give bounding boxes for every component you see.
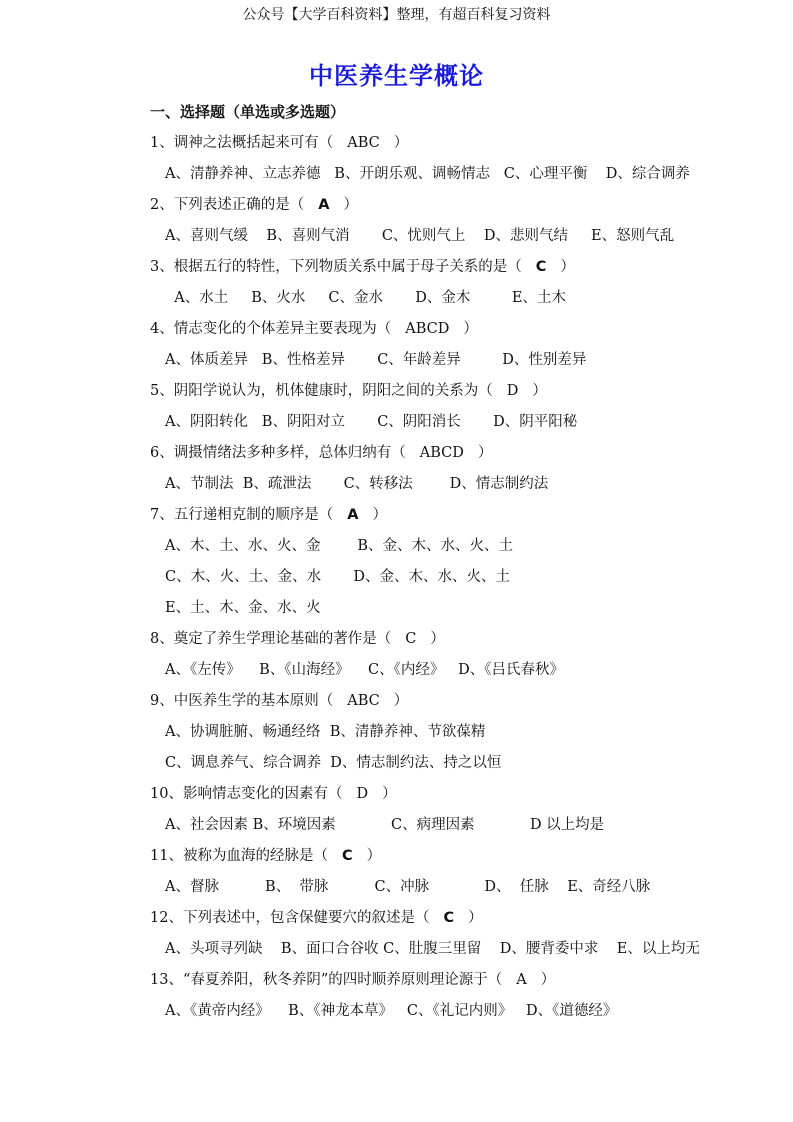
question-text: 9、中医养生学的基本原则（ <box>150 693 334 709</box>
options-row: E、土、木、金、水、火 <box>165 600 321 616</box>
question-stem <box>0 969 793 1000</box>
options-row: C、木、火、土、金、水 D、金、木、水、火、土 <box>165 569 510 585</box>
answer: C <box>535 259 547 275</box>
question-stem <box>0 628 793 659</box>
question-stem <box>0 845 793 876</box>
question-stem <box>0 442 793 473</box>
options-row: A、协调脏腑、畅通经络 B、清静养神、节欲葆精 <box>165 724 486 740</box>
question-stem <box>0 504 793 535</box>
answer: D <box>356 786 369 802</box>
question-stem <box>0 380 793 411</box>
question-list <box>0 132 793 1031</box>
question-text: 5、阴阳学说认为，机体健康时，阴阳之间的关系为（ <box>150 383 493 399</box>
options-row: A、督脉 B、 带脉 C、冲脉 D、 任脉 E、奇经八脉 <box>165 879 651 895</box>
question-text: 1、调神之法概括起来可有（ <box>150 135 334 151</box>
question-text: 13、“春夏养阳，秋冬养阴”的四时顺养原则理论源于（ <box>150 972 503 988</box>
question-text: 10、影响情志变化的因素有（ <box>150 786 343 802</box>
options-row: A、《左传》 B、《山海经》 C、《内经》 D、《吕氏春秋》 <box>165 662 565 678</box>
close-paren: ） <box>468 910 483 926</box>
question-text: 4、情志变化的个体差异主要表现为（ <box>150 321 392 337</box>
question-text: 6、调摄情绪法多种多样，总体归纳有（ <box>150 445 406 461</box>
question-text: 12、下列表述中，包含保健要穴的叙述是（ <box>150 910 430 926</box>
close-paren: ） <box>382 786 397 802</box>
answer: A <box>318 197 330 213</box>
close-paren: ） <box>372 507 387 523</box>
question-text: 8、奠定了养生学理论基础的著作是（ <box>150 631 392 647</box>
options-row: A、节制法 B、疏泄法 C、转移法 D、情志制约法 <box>165 476 549 492</box>
options-row: A、阴阳转化 B、阴阳对立 C、阴阳消长 D、阴平阳秘 <box>165 414 578 430</box>
options-row: A、喜则气缓 B、喜则气消 C、忧则气上 D、悲则气结 E、怒则气乱 <box>165 228 675 244</box>
answer: ABC <box>347 693 380 709</box>
options-row: A、社会因素 B、环境因素 C、病理因素 D 以上均是 <box>165 817 605 833</box>
page-header: 公众号【大学百科资料】整理，有超百科复习资料 <box>242 7 551 23</box>
answer: ABCD <box>419 445 464 461</box>
answer: ABC <box>347 135 380 151</box>
answer: A <box>516 972 527 988</box>
question-text: 2、下列表述正确的是（ <box>150 197 305 213</box>
options-row: A、头项寻列缺 B、面口合谷收 C、肚腹三里留 D、腰背委中求 E、以上均无 <box>165 941 700 957</box>
question-stem <box>0 690 793 721</box>
section-heading: 一、选择题（单选或多选题） <box>150 103 346 121</box>
options-row: C、调息养气、综合调养 D、情志制约法、持之以恒 <box>165 755 502 771</box>
close-paren: ） <box>343 197 358 213</box>
close-paren: ） <box>477 445 493 461</box>
document-title: 中医养生学概论 <box>309 62 484 90</box>
answer: C <box>443 910 455 926</box>
close-paren: ） <box>540 972 556 988</box>
options-row: A、体质差异 B、性格差异 C、年龄差异 D、性别差异 <box>165 352 587 368</box>
question-stem <box>0 907 793 938</box>
question-text: 7、五行递相克制的顺序是（ <box>150 507 334 523</box>
answer: ABCD <box>405 321 450 337</box>
close-paren: ） <box>560 259 575 275</box>
question-stem <box>0 132 793 163</box>
close-paren: ） <box>430 631 445 647</box>
options-row: A、清静养神、立志养德 B、开朗乐观、调畅情志 C、心理平衡 D、综合调养 <box>165 166 690 182</box>
question-stem <box>0 783 793 814</box>
answer: C <box>405 631 417 647</box>
options-row: A、水土 B、火水 C、金水 D、金木 E、土木 <box>165 290 566 306</box>
close-paren: ） <box>532 383 547 399</box>
answer: D <box>506 383 519 399</box>
question-stem <box>0 256 793 287</box>
close-paren: ） <box>463 321 478 337</box>
answer: C <box>341 848 353 864</box>
close-paren: ） <box>366 848 382 864</box>
question-text: 3、根据五行的特性，下列物质关系中属于母子关系的是（ <box>150 259 522 275</box>
answer: A <box>347 507 359 523</box>
options-row: A、木、土、水、火、金 B、金、木、水、火、土 <box>165 538 513 554</box>
question-stem <box>0 194 793 225</box>
question-text: 11、被称为血海的经脉是（ <box>150 848 328 864</box>
close-paren: ） <box>393 135 409 151</box>
question-stem <box>0 318 793 349</box>
options-row: A、《黄帝内经》 B、《神龙本草》 C、《礼记内则》 D、《道德经》 <box>165 1003 618 1019</box>
close-paren: ） <box>393 693 409 709</box>
